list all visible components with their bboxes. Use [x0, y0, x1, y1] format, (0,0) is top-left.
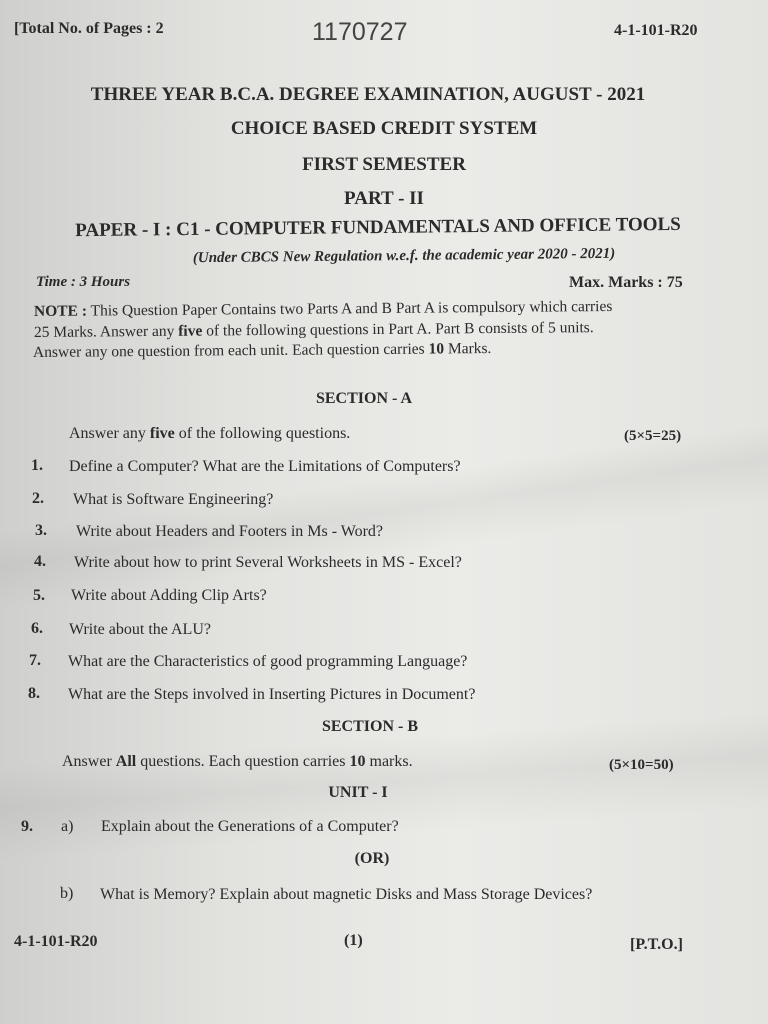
- semester-title: FIRST SEMESTER: [302, 154, 466, 175]
- section-b-instruction-bold-2: 10: [349, 753, 366, 770]
- question-number: 2.: [32, 490, 44, 507]
- note-text-3a: Answer any one question from each unit. Each question carries: [32, 340, 429, 361]
- section-b-instruction-bold-1: All: [115, 753, 137, 770]
- section-b-instruction-b: questions. Each question carries: [136, 753, 350, 770]
- question-number: 9.: [21, 818, 33, 835]
- question-text: Write about Headers and Footers in Ms - Word?: [76, 523, 384, 540]
- question-number: 3.: [35, 522, 47, 539]
- note-label: NOTE :: [33, 302, 88, 320]
- serial-number: 1170727: [312, 18, 408, 46]
- section-b-instruction-a: Answer: [62, 753, 116, 770]
- question-text: Explain about the Generations of a Computer?: [101, 818, 399, 835]
- question-text: Write about Adding Clip Arts?: [71, 587, 267, 604]
- section-a-marks: (5×5=25): [624, 428, 682, 444]
- credit-system-title: CHOICE BASED CREDIT SYSTEM: [230, 118, 538, 139]
- note-text-3b: Marks.: [443, 339, 492, 358]
- question-number: 7.: [29, 652, 41, 669]
- unit-title: UNIT - I: [328, 784, 388, 801]
- page-number: (1): [344, 932, 363, 949]
- sub-question-label: a): [61, 818, 74, 835]
- note-text-2a: 25 Marks. Answer any: [33, 322, 179, 341]
- or-separator: (OR): [354, 850, 390, 867]
- section-a-instruction: [69, 425, 350, 443]
- note-line-1: [34, 298, 613, 321]
- time-label: Time : 3 Hours: [36, 274, 131, 290]
- question-text: Write about how to print Several Worksheets in MS - Excel?: [74, 554, 462, 571]
- question-text: What are the Characteristics of good programming Language?: [68, 653, 468, 670]
- question-number: 8.: [28, 685, 40, 702]
- pto-label: [P.T.O.]: [630, 936, 683, 953]
- total-pages-label: [Total No. of Pages : 2: [14, 20, 164, 37]
- question-number: 6.: [31, 620, 43, 637]
- note-text-2b: of the following questions in Part A. Part B consists of 5 units.: [202, 319, 594, 340]
- question-text: Define a Computer? What are the Limitations of Computers?: [69, 458, 461, 475]
- paper-code: 4-1-101-R20: [614, 22, 698, 39]
- question-text: Write about the ALU?: [69, 621, 211, 638]
- question-number: 1.: [31, 457, 43, 474]
- note-text-2-bold: five: [178, 322, 203, 340]
- section-b-instruction: [62, 753, 413, 771]
- note-line-3: [33, 340, 492, 362]
- question-text: What is Memory? Explain about magnetic Disks and Mass Storage Devices?: [100, 886, 593, 903]
- note-text-1: This Question Paper Contains two Parts A and B Part A is compulsory which carries: [90, 297, 613, 320]
- sub-question-label: b): [60, 885, 74, 902]
- note-text-3-bold: 10: [428, 340, 445, 358]
- max-marks-label: Max. Marks : 75: [569, 274, 683, 291]
- section-b-marks: (5×10=50): [609, 757, 674, 773]
- question-text: What is Software Engineering?: [73, 491, 274, 508]
- question-text: What are the Steps involved in Inserting Pictures in Document?: [68, 686, 476, 703]
- note-line-2: [34, 319, 594, 342]
- paper-title: PAPER - I : C1 - COMPUTER FUNDAMENTALS AND OFFICE TOOLS: [75, 213, 681, 242]
- section-a-title: SECTION - A: [315, 390, 413, 407]
- section-a-instruction-b: of the following questions.: [174, 425, 351, 442]
- question-number: 5.: [33, 587, 45, 604]
- question-number: 4.: [34, 553, 46, 570]
- section-a-instruction-bold: five: [149, 425, 175, 442]
- section-b-instruction-c: marks.: [365, 753, 413, 770]
- section-a-instruction-a: Answer any: [69, 425, 150, 442]
- part-title: PART - II: [344, 188, 424, 209]
- footer-code: 4-1-101-R20: [14, 933, 98, 950]
- exam-title: THREE YEAR B.C.A. DEGREE EXAMINATION, AUGUST - 2021: [90, 84, 646, 105]
- section-b-title: SECTION - B: [321, 718, 419, 735]
- regulation-note: (Under CBCS New Regulation w.e.f. the academic year 2020 - 2021): [192, 245, 616, 267]
